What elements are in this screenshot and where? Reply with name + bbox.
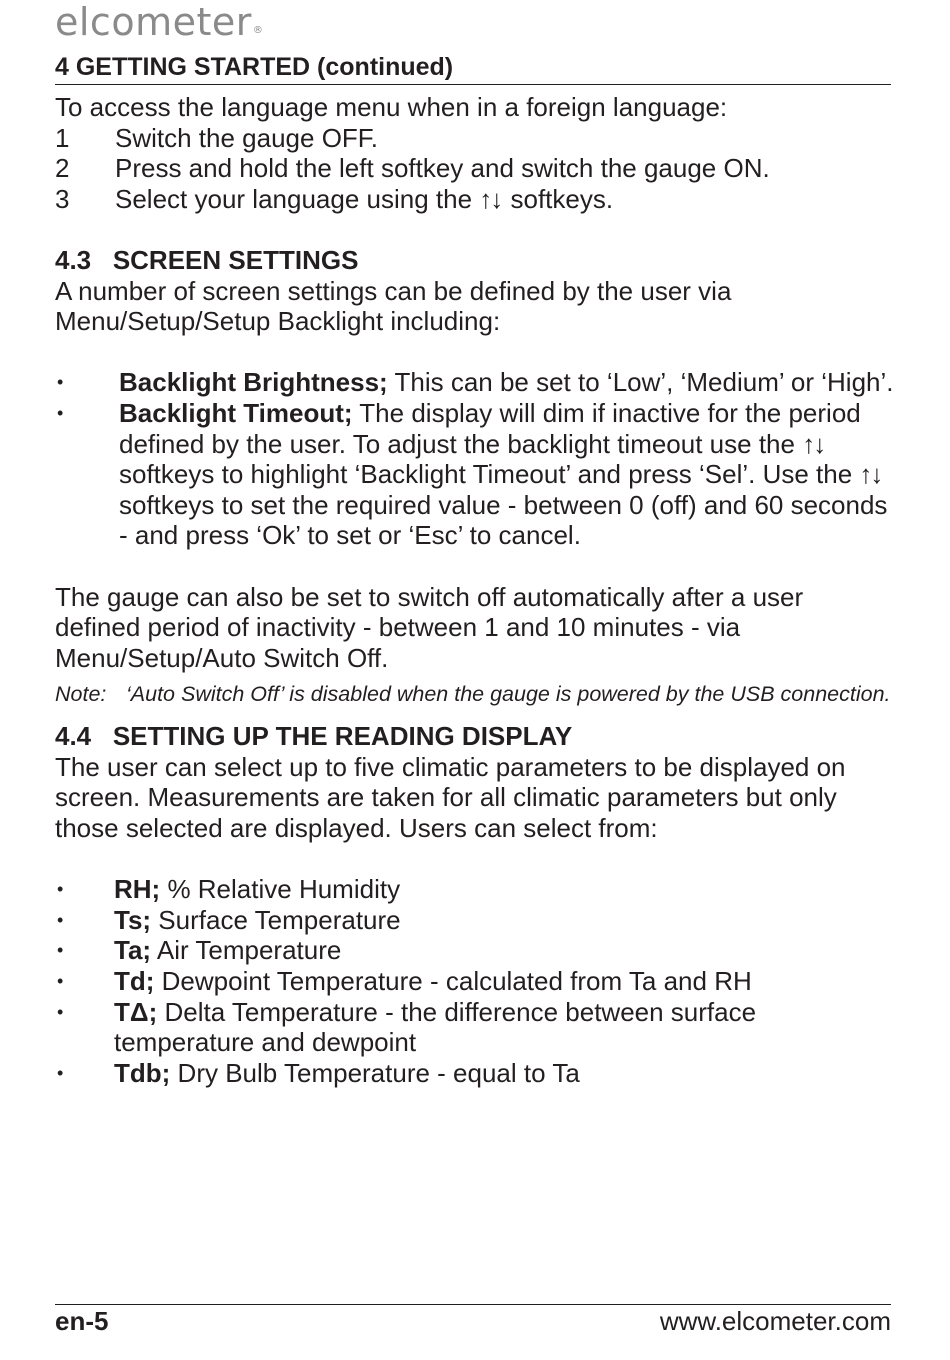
list-text: Dewpoint Temperature - calculated from Ta and RH <box>154 966 752 997</box>
up-down-arrows-icon: ↑↓ <box>859 459 882 490</box>
list-term: Ta; <box>114 935 152 966</box>
section-heading-4-4: 4.4 SETTING UP THE READING DISPLAY <box>55 721 573 752</box>
bullet: • <box>57 1062 64 1083</box>
list-item <box>55 367 895 398</box>
step-number: 2 <box>55 153 70 184</box>
list-item <box>55 874 895 905</box>
registered-mark: ® <box>252 25 264 36</box>
list-text: This can be set to ‘Low’, ‘Medium’ or ‘High’. <box>387 367 894 398</box>
step-1 <box>55 123 895 154</box>
bullet: • <box>57 402 64 423</box>
bullet: • <box>57 879 64 900</box>
step-2 <box>55 153 895 184</box>
list-item <box>55 905 895 936</box>
list-term: RH; <box>114 874 161 905</box>
step-text-post: softkeys. <box>503 183 614 214</box>
list-text: Surface Temperature <box>151 904 401 935</box>
list-item <box>55 1058 895 1089</box>
up-down-arrows-icon: ↑↓ <box>479 183 502 214</box>
list-term: Backlight Brightness; <box>119 367 388 398</box>
screen-settings-intro: A number of screen settings can be defined by the user via Menu/Setup/Setup Backlight including: <box>55 275 732 337</box>
list-text: % Relative Humidity <box>160 874 401 905</box>
page-number: en-5 <box>55 1306 109 1336</box>
step-text <box>115 184 613 215</box>
list-text: The display will dim if inactive for the period defined by the user. To adjust the backlight timeout use the <box>119 397 861 459</box>
list-term: TΔ; <box>114 996 158 1027</box>
footer-divider <box>55 1304 891 1305</box>
bullet: • <box>57 372 64 393</box>
up-down-arrows-icon: ↑↓ <box>802 428 825 459</box>
elcometer-logo <box>55 2 263 51</box>
list-term: Ts; <box>114 904 152 935</box>
chapter-title: 4 GETTING STARTED (continued) <box>55 52 891 85</box>
note-label: Note: <box>55 682 107 707</box>
note <box>55 681 895 707</box>
step-text-pre: Select your language using the <box>115 183 473 214</box>
logo-text: elcometer <box>55 0 252 44</box>
list-item <box>55 966 895 997</box>
list-text: Dry Bulb Temperature - equal to Ta <box>170 1057 580 1088</box>
reading-display-intro: The user can select up to five climatic parameters to be displayed on screen. Measurements are taken for all climatic parameters but only those selected are displayed. Users can select from: <box>55 751 846 844</box>
list-text: softkeys to set the required value - between 0 (off) and 60 seconds - and press ‘Ok’ to set or ‘Esc’ to cancel. <box>119 489 888 551</box>
bullet: • <box>57 1001 64 1022</box>
step-text: Press and hold the left softkey and switch the gauge ON. <box>115 153 770 184</box>
list-item <box>55 997 895 1058</box>
list-term: Tdb; <box>114 1057 171 1088</box>
list-text: Delta Temperature - the difference between surface temperature and dewpoint <box>114 996 757 1058</box>
list-item <box>55 398 895 551</box>
step-number: 3 <box>55 183 70 214</box>
language-intro: To access the language menu when in a foreign language: <box>55 92 728 122</box>
auto-switch-off-paragraph: The gauge can also be set to switch off automatically after a user defined period of inactivity - between 1 and 10 minutes - via Menu/Setup/Auto Switch Off. <box>55 581 804 673</box>
list-term: Td; <box>114 966 155 997</box>
step-text: Switch the gauge OFF. <box>115 122 379 153</box>
bullet: • <box>57 971 64 992</box>
step-3 <box>55 184 895 215</box>
step-number: 1 <box>55 122 70 153</box>
page-content <box>55 92 895 1088</box>
list-text: softkeys to highlight ‘Backlight Timeout’ and press ‘Sel’. Use the <box>119 459 860 490</box>
section-heading-4-3: 4.3 SCREEN SETTINGS <box>55 244 359 275</box>
list-term: Backlight Timeout; <box>119 397 353 428</box>
website-url: www.elcometer.com <box>659 1306 891 1336</box>
bullet: • <box>57 940 64 961</box>
list-item <box>55 935 895 966</box>
list-text: Air Temperature <box>151 935 342 966</box>
bullet: • <box>57 909 64 930</box>
note-text: ‘Auto Switch Off’ is disabled when the gauge is powered by the USB connection. <box>126 682 891 707</box>
